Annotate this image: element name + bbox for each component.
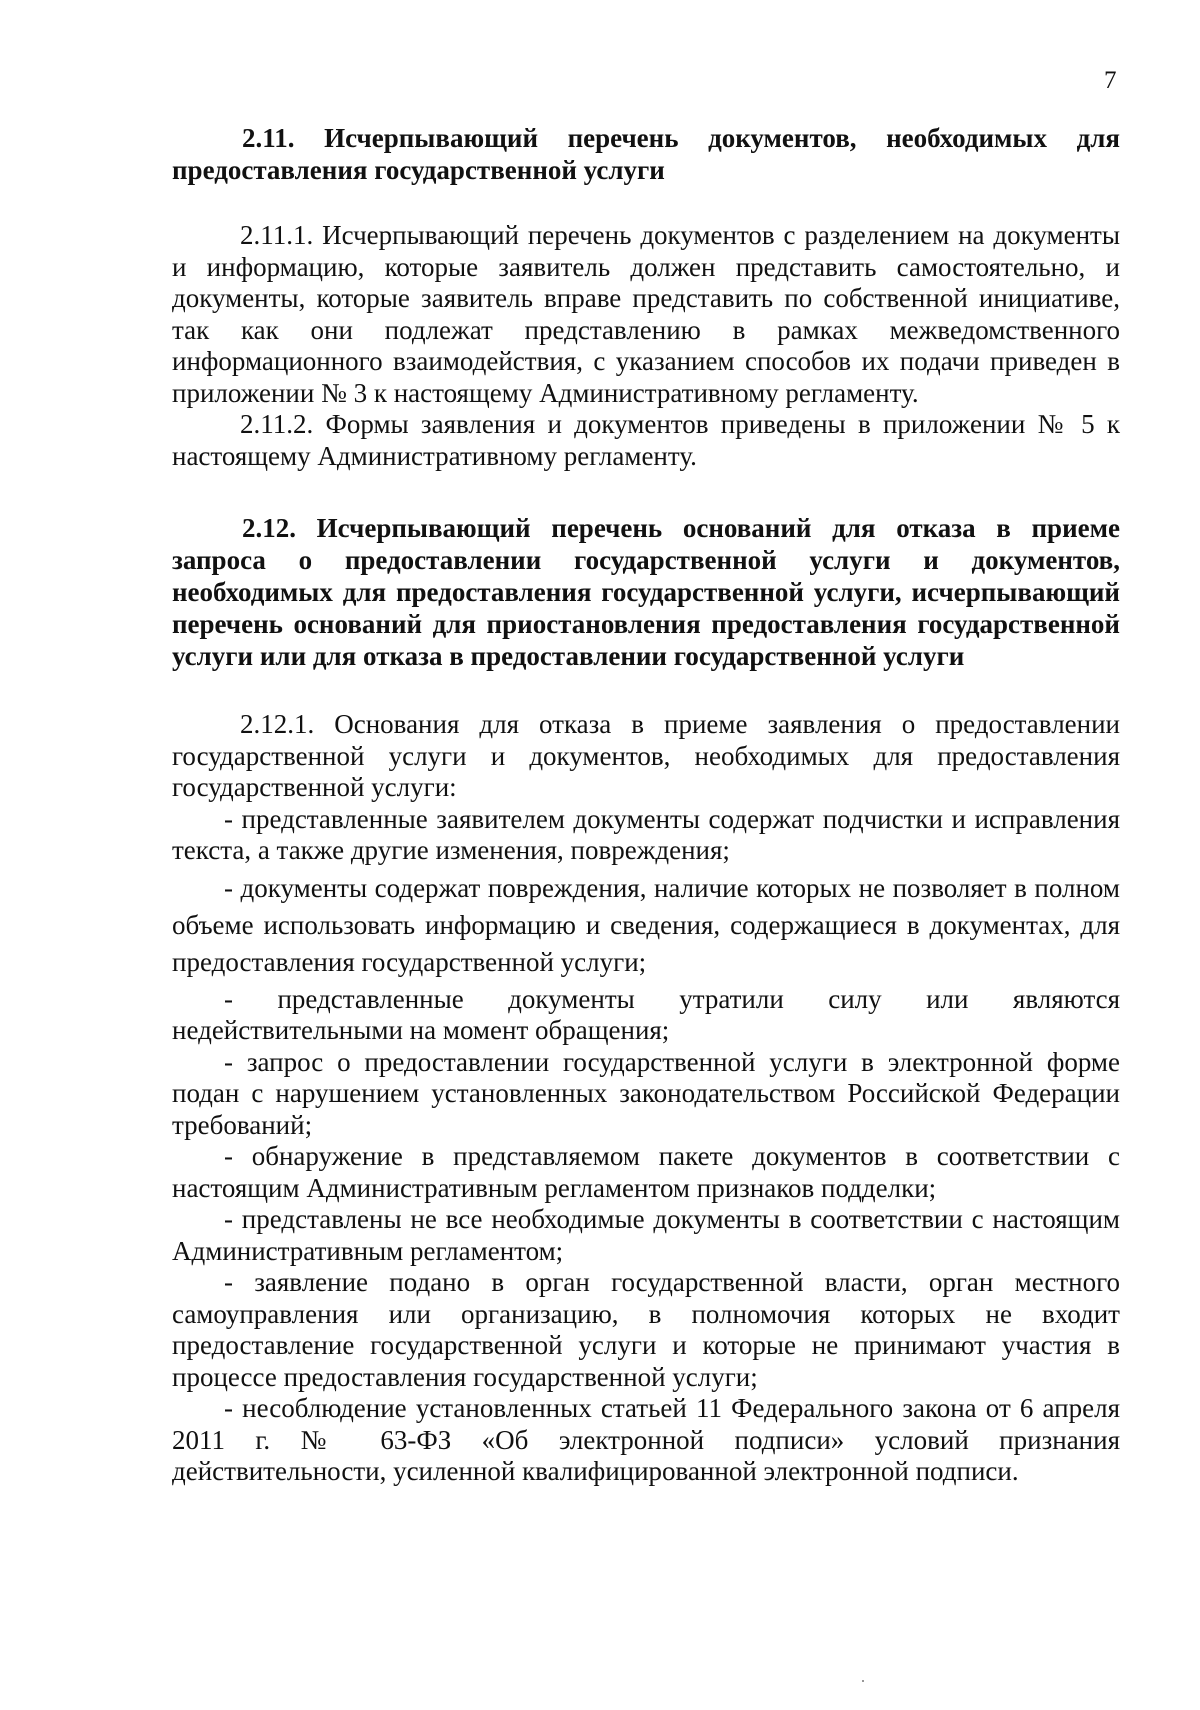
paragraph-2-12-1: 2.12.1. Основания для отказа в приеме заявления о предоставлении государственной услуги и документов, необходимых для предоставления государственной услуги: <box>172 709 1120 802</box>
spacer <box>172 186 1120 220</box>
paragraph-2-11-1: 2.11.1. Исчерпывающий перечень документов с разделением на документы и информацию, которые заявитель должен представить самостоятельно, и документы, которые заявитель вправе представить по собственной инициативе, так как они подлежат представлению в рамках межведомственного информационного взаимодействия, с указанием способов их подачи приведен в приложении № 3 к настоящему Административному регламенту. <box>172 220 1120 408</box>
section-2-12-heading: 2.12. Исчерпывающий перечень оснований для отказа в приеме запроса о предоставлении государственной услуги и документов, необходимых для предоставления государственной услуги, исчерпывающий перечень оснований для приостановления предоставления государственной услуги или для отказа в предоставлении государственной услуги <box>172 513 1120 671</box>
list-item: - представленные заявителем документы содержат подчистки и исправления текста, а также другие изменения, повреждения; <box>172 803 1120 865</box>
scan-speck <box>862 1680 864 1682</box>
spacer <box>172 472 1120 512</box>
list-item: - заявление подано в орган государственной власти, орган местного самоуправления или организацию, в полномочия которых не входит предоставление государственной услуги и которые не принимают участия в процессе предоставления государственной услуги; <box>172 1267 1120 1392</box>
list-item: - представленные документы утратили силу или являются недействительными на момент обращения; <box>172 983 1120 1045</box>
page-number: 7 <box>1104 67 1117 94</box>
paragraph-2-11-2: 2.11.2. Формы заявления и документов приведены в приложении № 5 к настоящему Административному регламенту. <box>172 409 1120 471</box>
document-body <box>172 122 1120 1488</box>
list-item: - документы содержат повреждения, наличие которых не позволяет в полном объеме использовать информацию и сведения, содержащиеся в документах, для предоставления государственной услуги; <box>172 872 1120 977</box>
list-item: - несоблюдение установленных статьей 11 Федерального закона от 6 апреля 2011 г. № 63-ФЗ «Об электронной подписи» условий признания действительности, усиленной квалифицированной электронной подписи. <box>172 1393 1120 1486</box>
list-item: - запрос о предоставлении государственной услуги в электронной форме подан с нарушением установленных законодательством Российской Федерации требований; <box>172 1046 1120 1140</box>
spacer <box>172 672 1120 709</box>
list-item: - обнаружение в представляемом пакете документов в соответствии с настоящим Административным регламентом признаков подделки; <box>172 1141 1120 1203</box>
list-item: - представлены не все необходимые документы в соответствии с настоящим Административным регламентом; <box>172 1204 1120 1266</box>
section-2-11-heading: 2.11. Исчерпывающий перечень документов, необходимых для предоставления государственной услуги <box>172 123 1120 185</box>
